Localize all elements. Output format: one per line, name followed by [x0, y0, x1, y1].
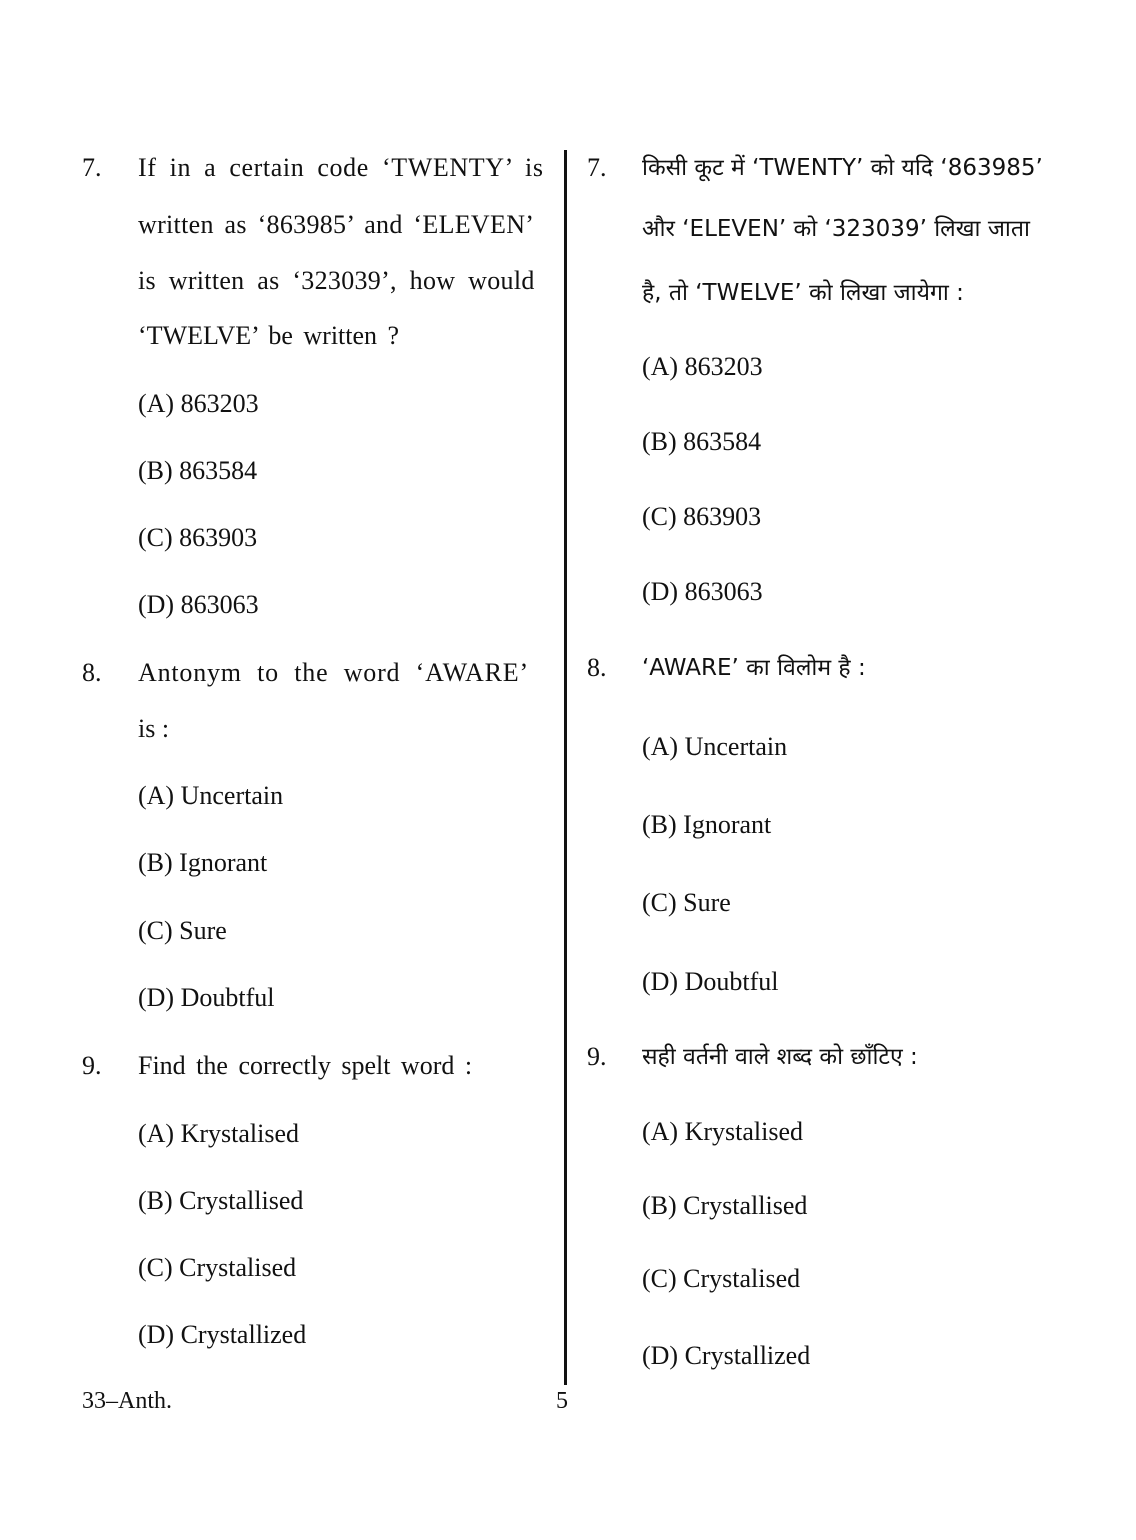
question-7-line-3: is written as ‘323039’, how would	[138, 266, 535, 295]
question-7-option-c: (C) 863903	[138, 523, 258, 552]
hindi-question-7-line-2: और ‘ELEVEN’ को ‘323039’ लिखा जाता	[642, 216, 1030, 242]
hindi-question-9-option-c: (C) Crystalised	[642, 1264, 801, 1293]
hindi-question-7-option-a: (A) 863203	[642, 352, 763, 381]
question-8-option-c: (C) Sure	[138, 916, 227, 945]
hindi-question-7-line-3: है, तो ‘TWELVE’ को लिखा जायेगा :	[642, 280, 964, 306]
hindi-question-7-option-c: (C) 863903	[642, 502, 762, 531]
hindi-question-9-option-a: (A) Krystalised	[642, 1117, 804, 1146]
hindi-question-8-option-a: (A) Uncertain	[642, 732, 788, 761]
question-9-line-1: Find the correctly spelt word :	[138, 1051, 473, 1080]
question-7-option-d: (D) 863063	[138, 590, 259, 619]
question-7-option-a: (A) 863203	[138, 389, 259, 418]
hindi-question-9-number: 9.	[587, 1042, 607, 1071]
hindi-question-7-line-1: किसी कूट में ‘TWENTY’ को यदि ‘863985’	[642, 155, 1043, 181]
question-9-option-c: (C) Crystalised	[138, 1253, 297, 1282]
question-7-option-b: (B) 863584	[138, 456, 258, 485]
paper-code: 33–Anth.	[82, 1388, 172, 1414]
question-7-line-1: If in a certain code ‘TWENTY’ is	[138, 153, 544, 182]
question-9-option-a: (A) Krystalised	[138, 1119, 300, 1148]
question-8-option-b: (B) Ignorant	[138, 848, 268, 877]
question-8-line-1: Antonym to the word ‘AWARE’	[138, 658, 529, 687]
question-9-number: 9.	[82, 1051, 102, 1080]
hindi-question-8-option-d: (D) Doubtful	[642, 967, 779, 996]
question-9-option-d: (D) Crystallized	[138, 1320, 307, 1349]
hindi-question-9-line-1: सही वर्तनी वाले शब्द को छाँटिए :	[642, 1044, 918, 1070]
page-number: 5	[556, 1388, 568, 1414]
hindi-question-7-number: 7.	[587, 153, 607, 182]
question-8-option-d: (D) Doubtful	[138, 983, 275, 1012]
question-8-option-a: (A) Uncertain	[138, 781, 284, 810]
hindi-question-8-option-b: (B) Ignorant	[642, 810, 772, 839]
hindi-question-7-option-b: (B) 863584	[642, 427, 762, 456]
question-7-line-4: ‘TWELVE’ be written ?	[138, 321, 400, 350]
hindi-question-8-option-c: (C) Sure	[642, 888, 731, 917]
hindi-question-8-line-1: ‘AWARE’ का विलोम है :	[642, 655, 866, 681]
question-8-number: 8.	[82, 658, 102, 687]
hindi-question-9-option-d: (D) Crystallized	[642, 1341, 811, 1370]
question-7-line-2: written as ‘863985’ and ‘ELEVEN’	[138, 210, 535, 239]
question-7-number: 7.	[82, 153, 102, 182]
question-9-option-b: (B) Crystallised	[138, 1186, 304, 1215]
question-8-line-2: is :	[138, 714, 170, 743]
hindi-question-7-option-d: (D) 863063	[642, 577, 763, 606]
column-divider	[564, 150, 567, 1385]
hindi-question-9-option-b: (B) Crystallised	[642, 1191, 808, 1220]
hindi-question-8-number: 8.	[587, 653, 607, 682]
